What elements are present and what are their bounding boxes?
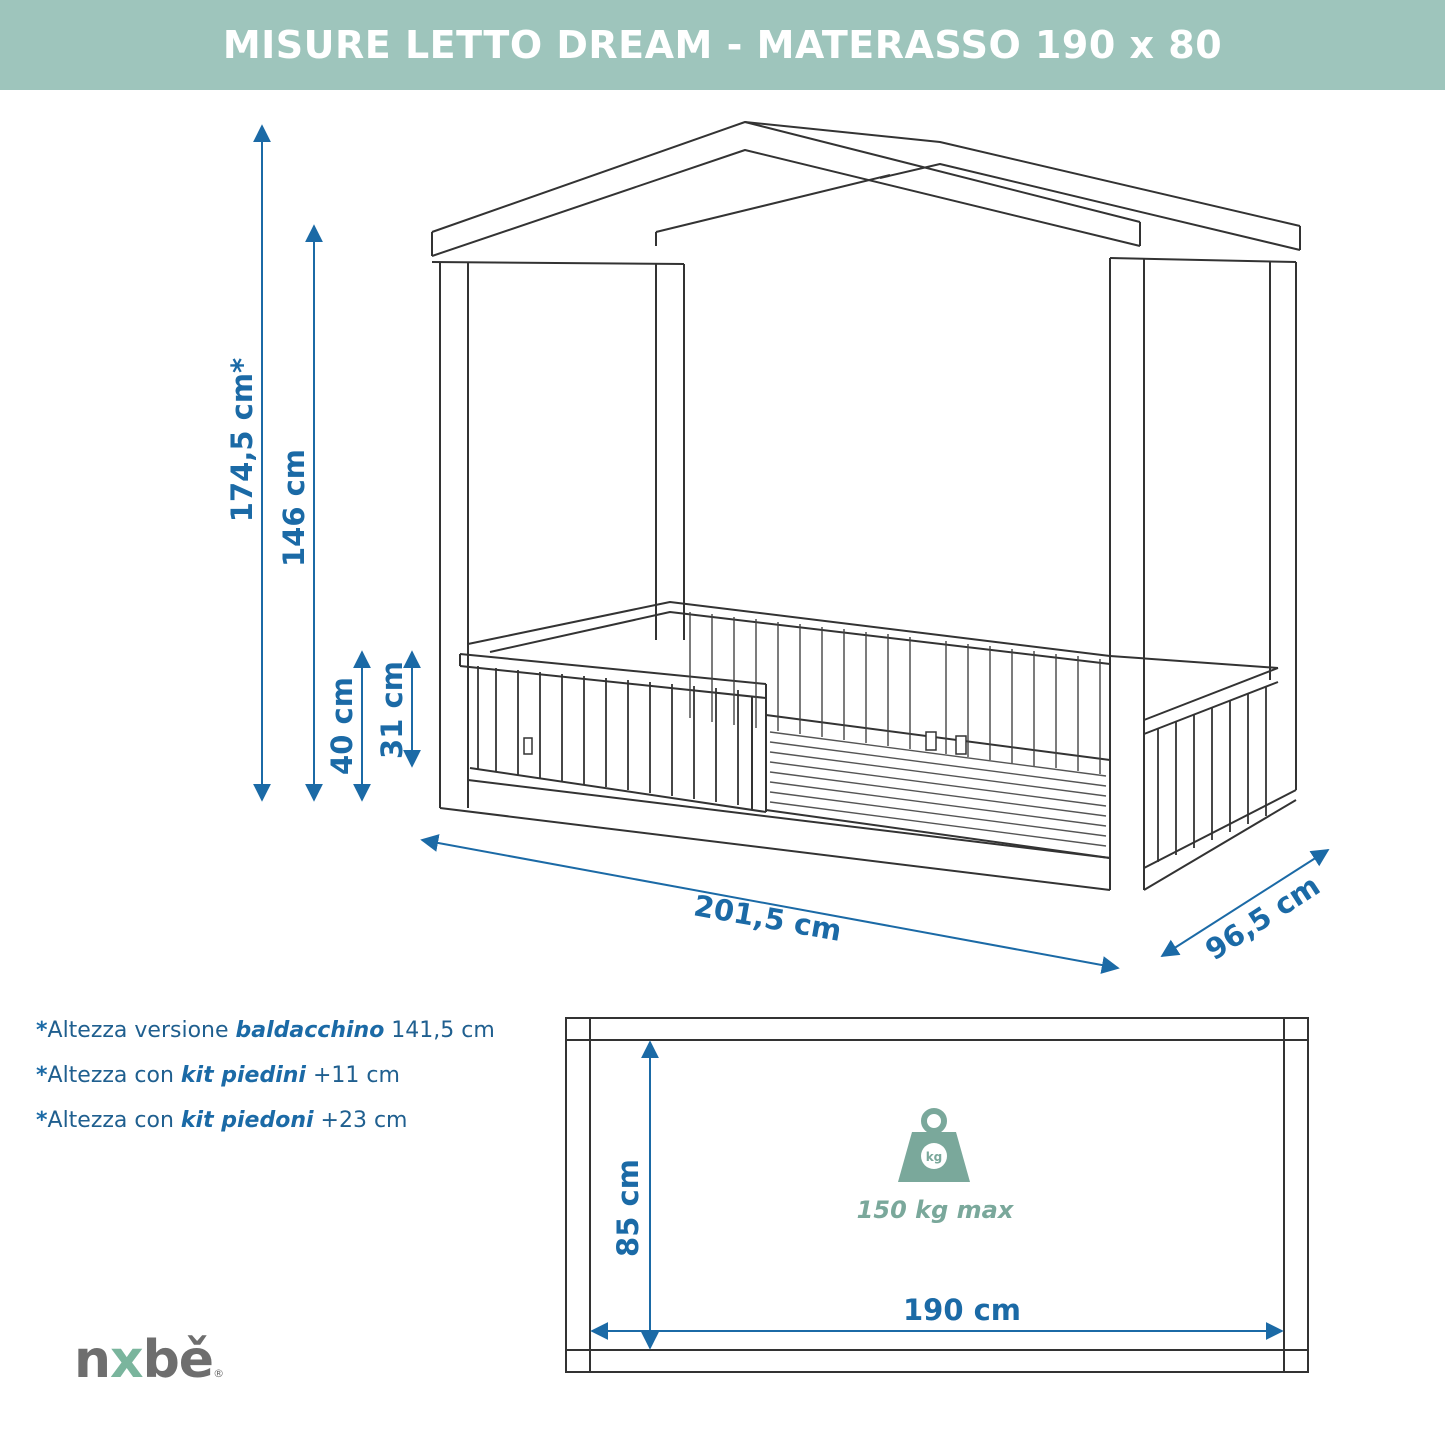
rail-height-label: 40 cm bbox=[325, 677, 359, 775]
note-canopy-version: *Altezza versione baldacchino 141,5 cm bbox=[36, 1018, 495, 1043]
frame-height-label: 146 cm bbox=[277, 448, 311, 568]
height-notes bbox=[36, 1008, 495, 1143]
mattress-width-label: 85 cm bbox=[611, 1159, 645, 1257]
note-small-feet-kit: *Altezza con kit piedini +11 cm bbox=[36, 1063, 400, 1088]
depth-label: 96,5 cm bbox=[1199, 868, 1326, 968]
total-height-label: 174,5 cm* bbox=[225, 357, 259, 523]
brand-logo: nxbě® bbox=[74, 1330, 224, 1390]
page-title: MISURE LETTO DREAM - MATERASSO 190 x 80 bbox=[222, 23, 1223, 67]
rail-brackets bbox=[524, 732, 966, 754]
length-label: 201,5 cm bbox=[691, 888, 845, 948]
note-large-feet-kit: *Altezza con kit piedoni +23 cm bbox=[36, 1108, 408, 1133]
weight-kg-icon bbox=[898, 1111, 970, 1182]
mattress-length-label: 190 cm bbox=[902, 1293, 1022, 1327]
front-rail-slats bbox=[478, 666, 738, 805]
rail-inner-height-label: 31 cm bbox=[375, 661, 409, 759]
weight-icon-text: kg bbox=[925, 1150, 943, 1164]
right-rail-slats bbox=[1158, 687, 1266, 862]
weight-capacity-label: 150 kg max bbox=[856, 1196, 1014, 1224]
